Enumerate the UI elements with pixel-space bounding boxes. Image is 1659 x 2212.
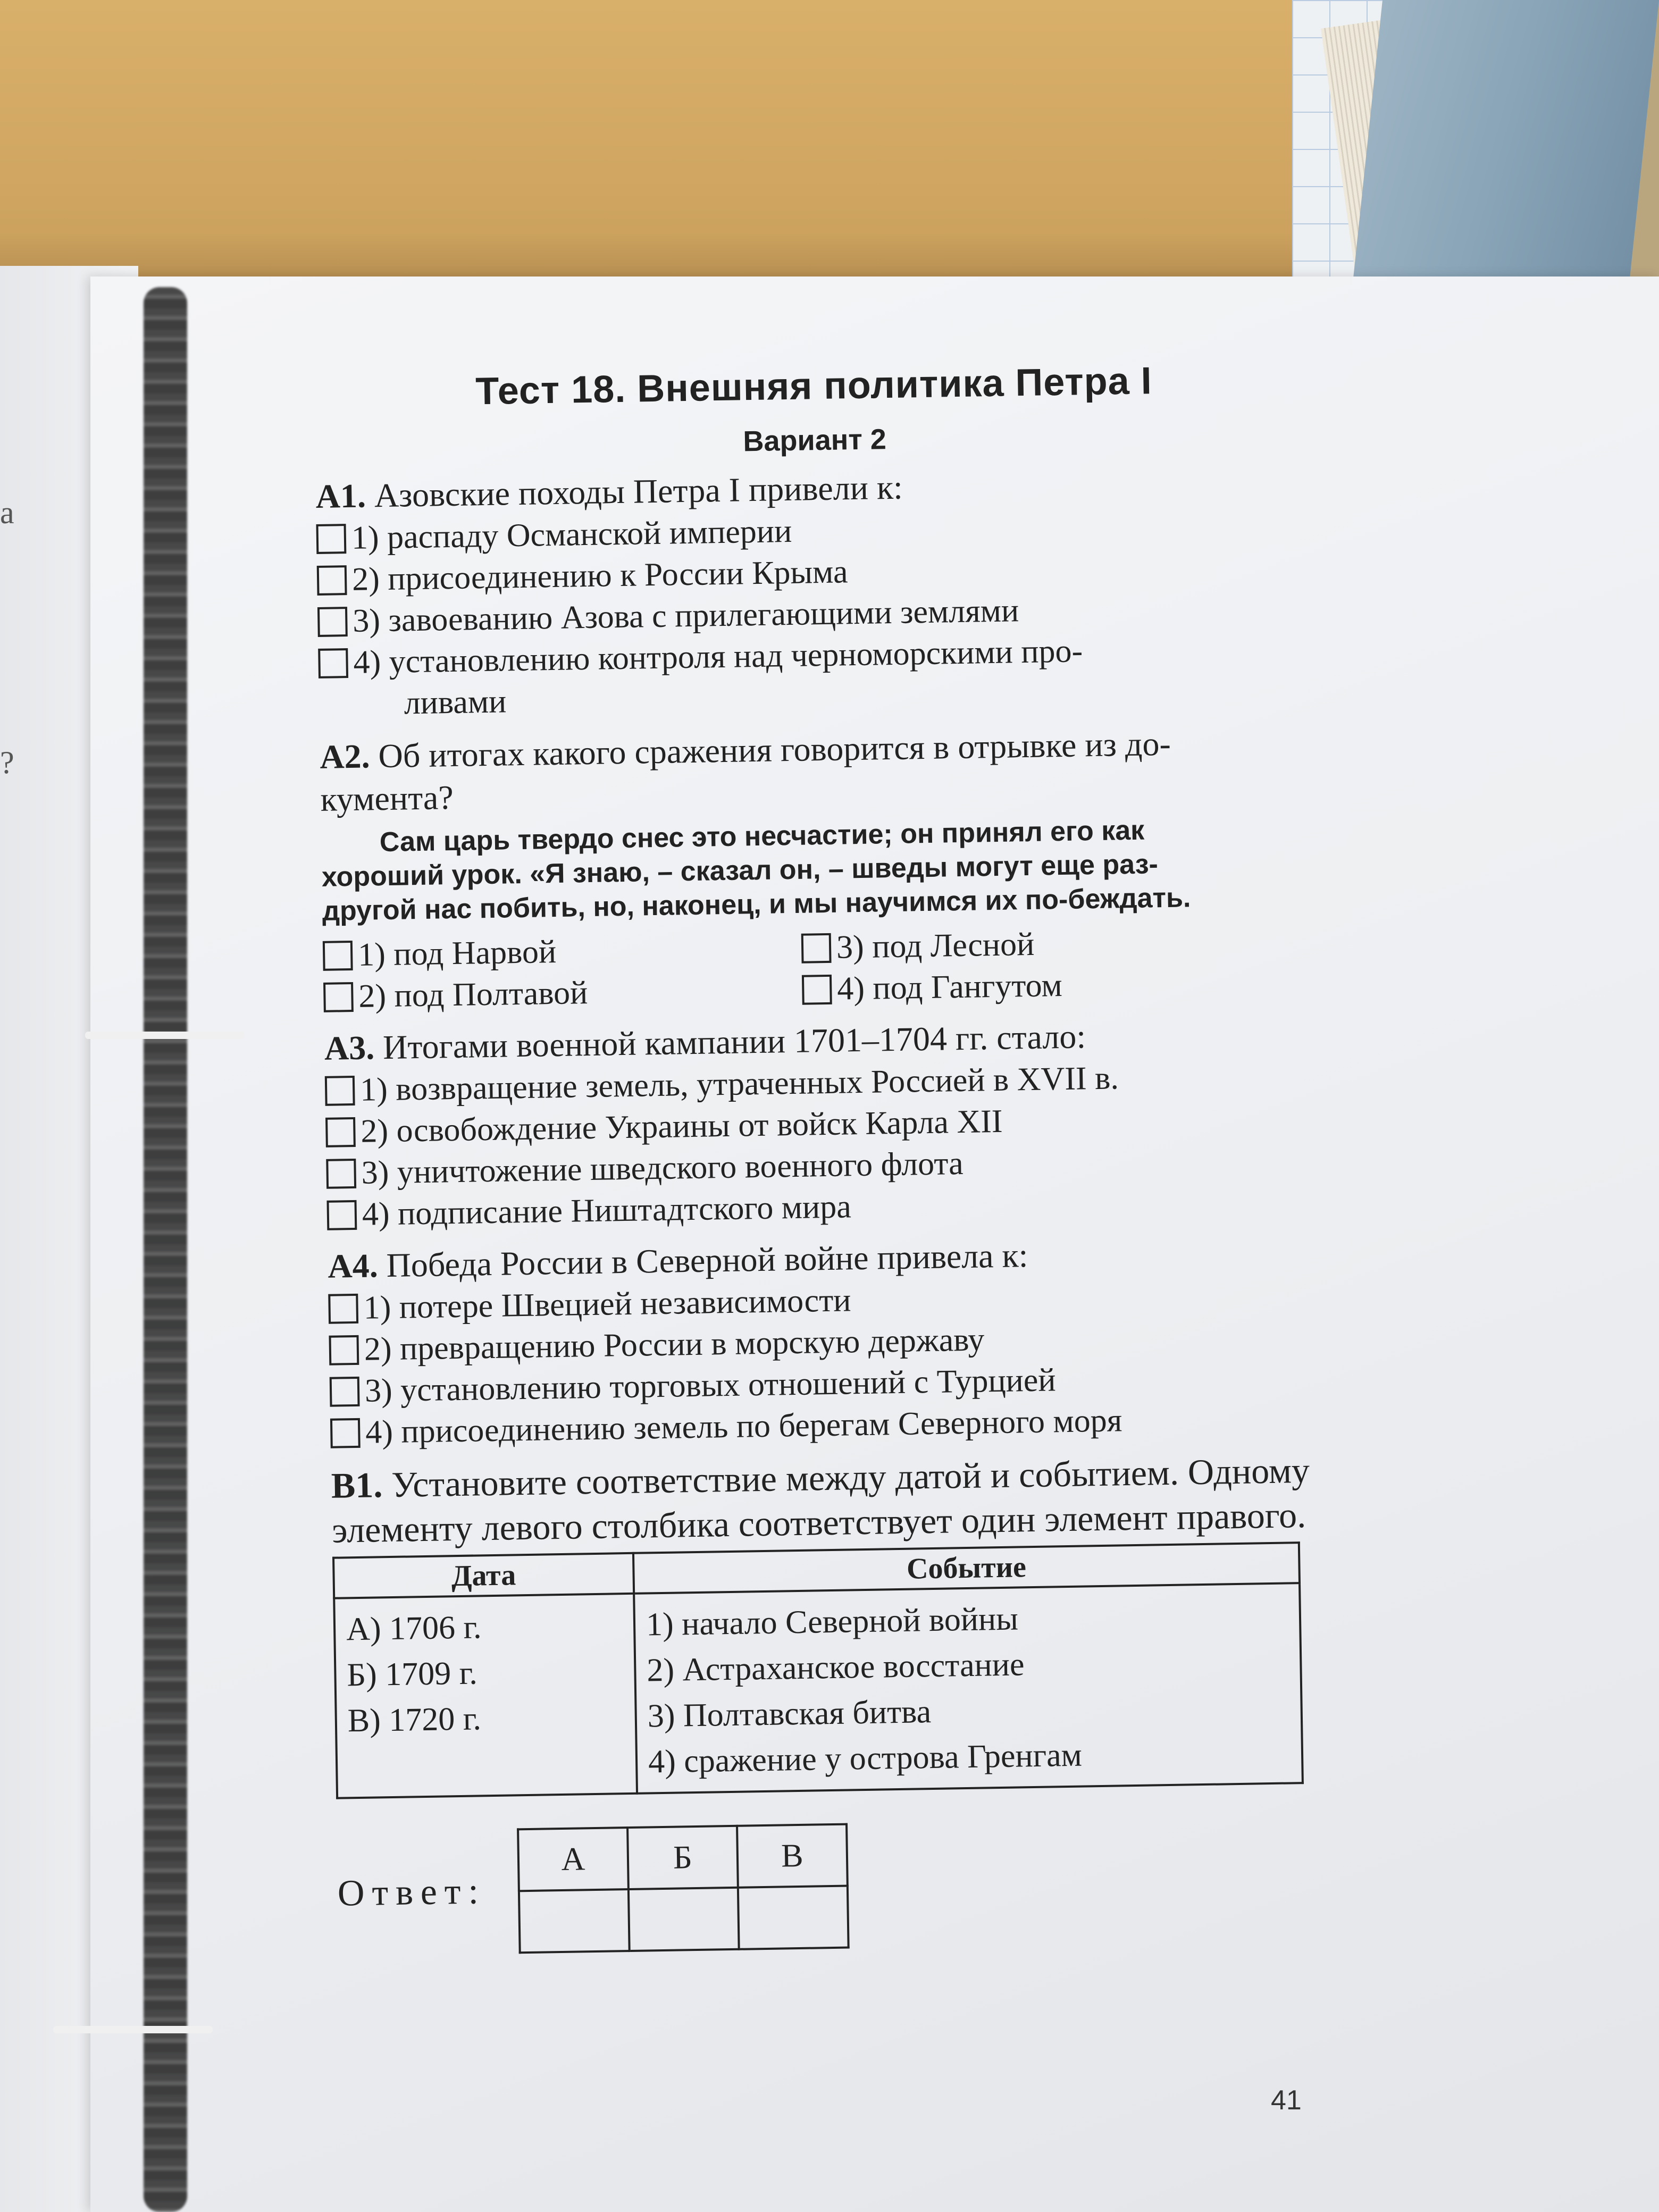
option-a2-1[interactable] (323, 927, 802, 976)
answer-column-b: Б (627, 1826, 738, 1889)
option-text: 4) под Гангутом (836, 967, 1063, 1007)
checkbox[interactable] (330, 1418, 361, 1448)
checkbox[interactable] (323, 982, 354, 1012)
event-item: 1) начало Северной войны (646, 1601, 1019, 1643)
test-content (314, 356, 1338, 1956)
answer-column-a: А (518, 1828, 629, 1891)
page-binding (144, 287, 187, 2212)
checkbox[interactable] (318, 648, 348, 678)
checkbox[interactable] (317, 565, 347, 596)
checkbox[interactable] (328, 1294, 358, 1324)
events-cell (634, 1583, 1303, 1794)
checkbox[interactable] (323, 941, 353, 971)
option-text: 2) превращению России в морскую державу (364, 1321, 985, 1368)
question-b1 (331, 1447, 1331, 1553)
column-header-event: Событие (633, 1543, 1300, 1594)
question-label: А1. (315, 476, 366, 515)
variant-label: Вариант 2 (743, 423, 887, 458)
option-text: 4) подписание Ништадтского мира (362, 1188, 852, 1233)
checkbox[interactable] (802, 975, 832, 1005)
binding-tear (53, 2026, 213, 2033)
page-number: 41 (1271, 2085, 1302, 2116)
question-label: В1. (331, 1464, 383, 1506)
question-label: А4. (327, 1246, 379, 1285)
option-text: 3) завоеванию Азова с прилегающими землями (352, 592, 1019, 639)
checkbox[interactable] (801, 933, 832, 963)
matching-table (332, 1541, 1304, 1799)
date-item: В) 1720 г. (347, 1700, 482, 1739)
option-text: 1) возвращение земель, утраченных Россией в XVII в. (359, 1060, 1119, 1108)
event-item: 4) сражение у острова Гренгам (648, 1737, 1083, 1780)
answer-column-v: В (737, 1824, 848, 1888)
option-text: 4) присоединению земель по берегам Северного моря (365, 1402, 1122, 1451)
margin-mark: ? (0, 745, 14, 780)
answer-cell-b[interactable] (629, 1888, 739, 1951)
event-item: 2) Астраханское восстание (646, 1646, 1025, 1689)
option-text: 3) под Лесной (836, 926, 1035, 966)
option-text: 1) под Нарвой (357, 933, 557, 973)
option-text: 3) установлению торговых отношений с Турцией (364, 1362, 1057, 1409)
checkbox[interactable] (330, 1377, 360, 1407)
question-label: А3. (324, 1028, 375, 1067)
checkbox[interactable] (317, 607, 348, 637)
question-label: А2. (319, 737, 371, 776)
date-item: Б) 1709 г. (346, 1655, 478, 1694)
option-text: 1) потере Швецией независимости (363, 1282, 851, 1326)
checkbox[interactable] (326, 1200, 357, 1230)
dates-cell (334, 1594, 637, 1798)
column-header-date: Дата (333, 1553, 634, 1598)
option-text: 4) установлению контроля над черноморскими про- (353, 633, 1083, 681)
option-text: 1) распаду Османской империи (351, 513, 792, 556)
page-title: Тест 18. Внешняя политика Петра I (475, 359, 1153, 413)
option-a2-3[interactable] (801, 920, 1280, 969)
checkbox[interactable] (325, 1117, 356, 1147)
option-a2-2[interactable] (323, 969, 802, 1018)
option-text: 2) под Полтавой (358, 975, 588, 1015)
option-text: 2) присоединению к России Крыма (351, 554, 848, 598)
document-quote: Сам царь твердо снес это несчастие; он принял его как хороший урок. «Я знаю, – сказал он, – шведы могут еще раз-другой нас побить, но, наконец, и мы научимся их по-беждать. (321, 815, 1191, 927)
margin-mark: а (0, 495, 14, 530)
date-item: А) 1706 г. (346, 1609, 482, 1648)
answer-cell-a[interactable] (519, 1889, 630, 1953)
event-item: 3) Полтавская битва (647, 1694, 932, 1735)
binding-tear (85, 1032, 245, 1039)
checkbox[interactable] (316, 524, 346, 554)
question-text-cont: кумента? (320, 778, 454, 818)
question-text: Об итогах какого сражения говорится в отрывке из до- (378, 724, 1171, 775)
answer-section (337, 1815, 1338, 1957)
question-text: Победа России в Северной войне привела к: (386, 1236, 1028, 1285)
answer-table (517, 1823, 850, 1954)
options-a2 (323, 919, 1323, 1018)
checkbox[interactable] (325, 1076, 355, 1106)
option-text: 2) освобождение Украины от войск Карла XII (360, 1103, 1003, 1150)
option-a2-4[interactable] (802, 961, 1281, 1010)
answer-cell-v[interactable] (738, 1886, 849, 1949)
question-text: Установите соответствие между датой и событием. Одному элементу левого столбика соответствует один элемент правого. (331, 1449, 1310, 1551)
checkbox[interactable] (326, 1159, 356, 1189)
answer-label: Ответ: (337, 1871, 487, 1914)
checkbox[interactable] (329, 1335, 359, 1365)
option-text: 3) уничтожение шведского военного флота (361, 1145, 964, 1191)
option-a1-4-cont: ливами (404, 683, 507, 722)
question-text: Азовские походы Петра I привели к: (374, 468, 903, 515)
question-text: Итогами военной кампании 1701–1704 гг. стало: (382, 1017, 1086, 1067)
